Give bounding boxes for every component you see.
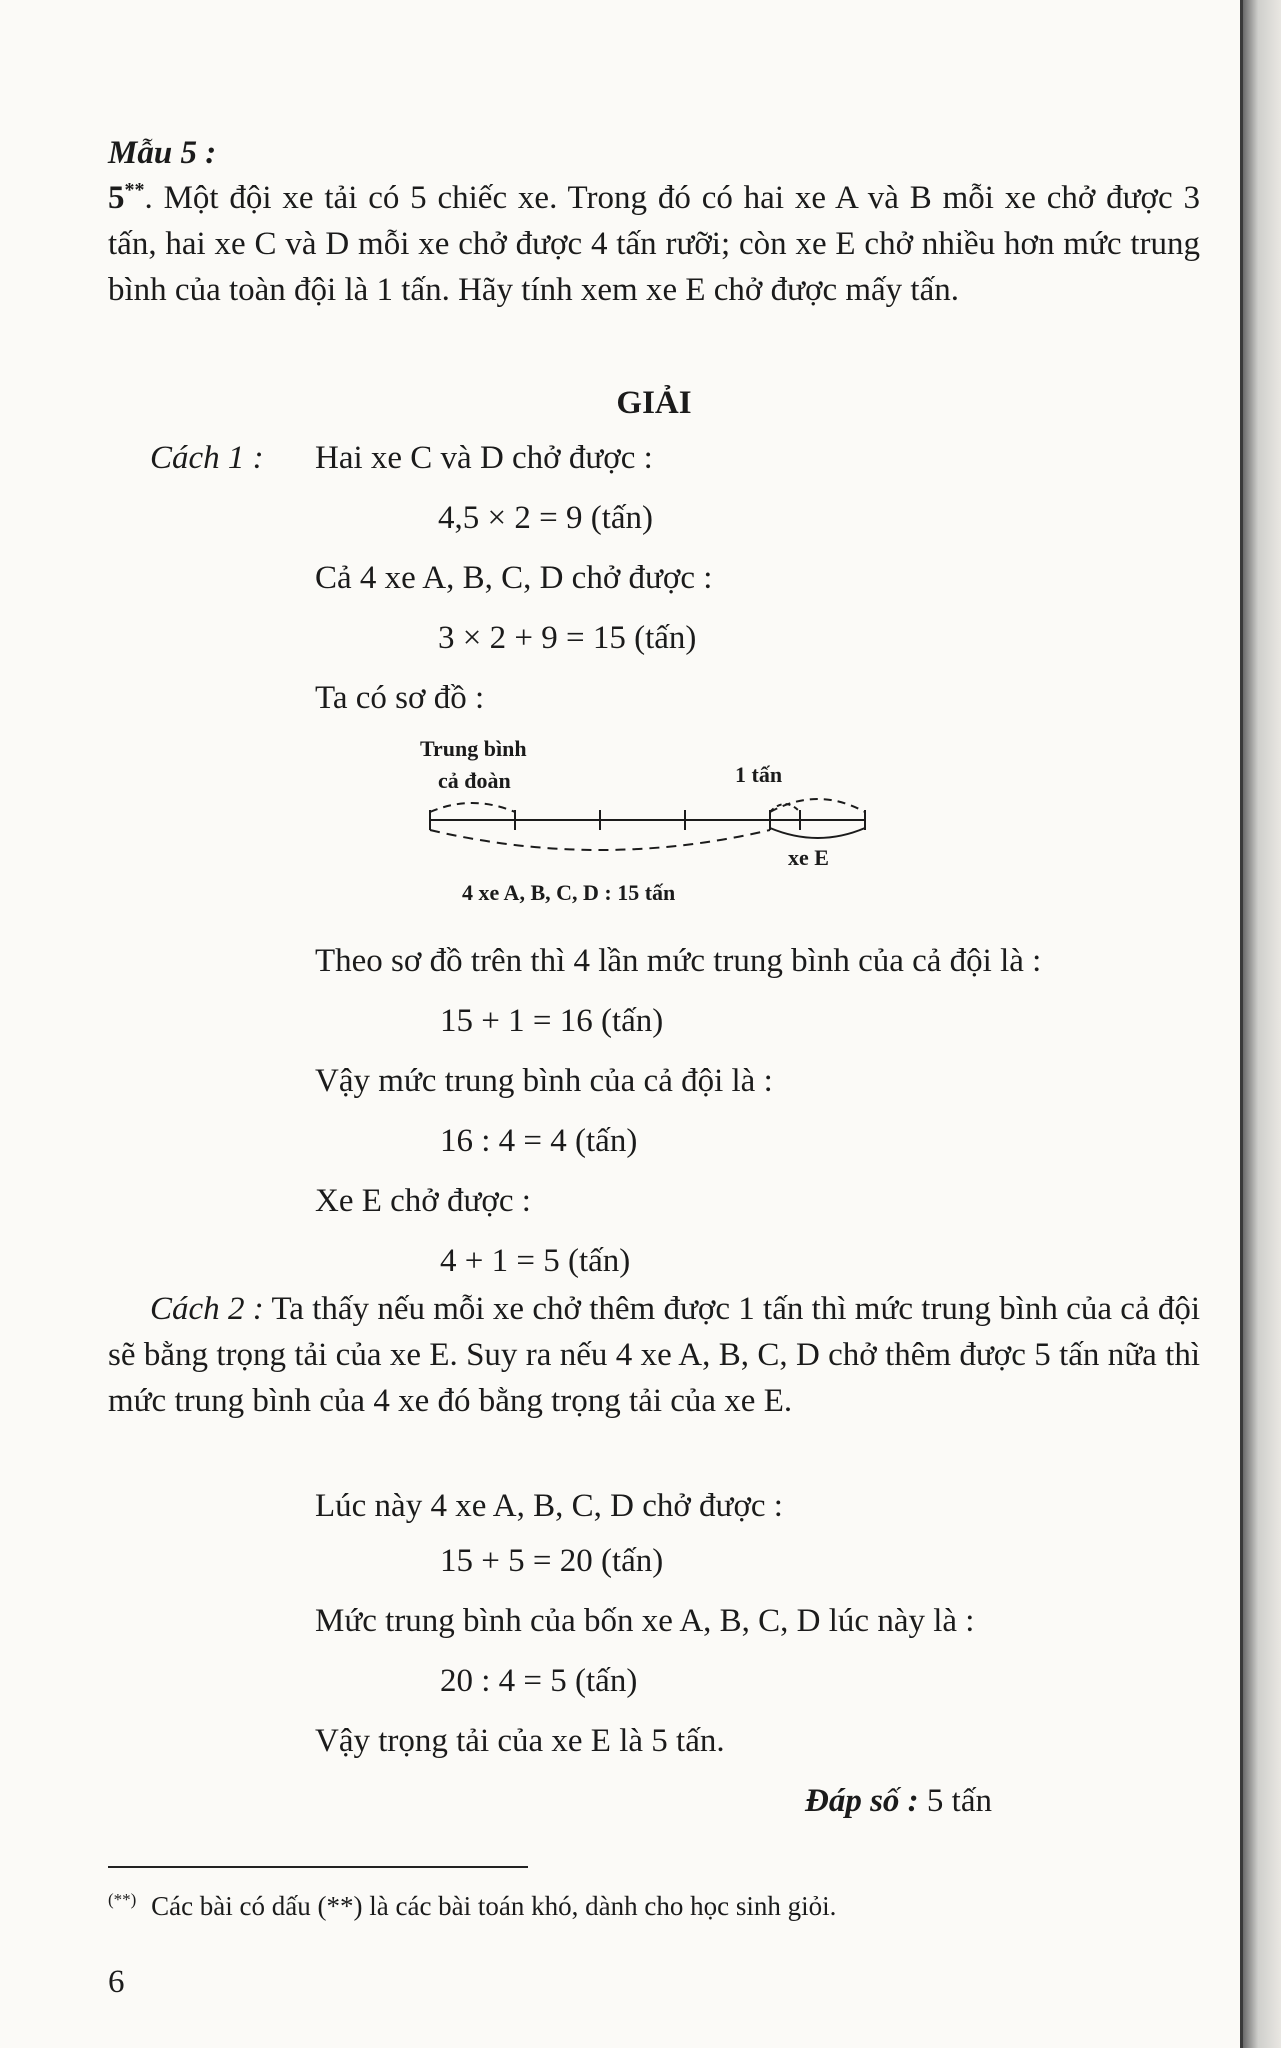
method1-line1: Hai xe C và D chở được : — [315, 440, 653, 476]
solution-heading: GIẢI — [616, 385, 692, 421]
segment-diagram — [400, 730, 880, 910]
diagram-avg-label-1: Trung bình — [420, 736, 527, 761]
method2-eq1: 15 + 5 = 20 (tấn) — [440, 1543, 664, 1579]
diagram-four-cars-brace — [430, 830, 770, 850]
method2-line2: Mức trung bình của bốn xe A, B, C, D lúc này là : — [315, 1603, 975, 1639]
diagram-one-ton: 1 tấn — [735, 762, 783, 787]
diagram-xe-e: xe E — [788, 845, 829, 870]
footnote-mark: (**) — [108, 1890, 137, 1909]
footnote-text: Các bài có dấu (**) là các bài toán khó, dành cho học sinh giỏi. — [151, 1891, 837, 1921]
diagram-e-top-brace — [770, 799, 865, 812]
method1-line2: Cả 4 xe A, B, C, D chở được : — [315, 560, 713, 596]
answer-label: Đáp số : — [805, 1783, 919, 1819]
diagram-avg-brace — [430, 803, 515, 812]
answer-value: 5 tấn — [926, 1783, 992, 1819]
method2-label: Cách 2 : — [150, 1291, 264, 1327]
footnote-rule — [108, 1866, 528, 1868]
method2-eq2: 20 : 4 = 5 (tấn) — [440, 1663, 638, 1699]
method1-eq5: 16 : 4 = 4 (tấn) — [440, 1123, 638, 1159]
method1-label: Cách 1 : — [150, 440, 264, 476]
diagram-avg-label-2: cả đoàn — [438, 768, 511, 793]
sample-label: Mẫu 5 : — [108, 135, 217, 171]
method1-eq2: 3 × 2 + 9 = 15 (tấn) — [438, 620, 697, 656]
page-number: 6 — [108, 1964, 125, 2000]
problem-number: 5 — [108, 180, 125, 216]
method2-line3: Vậy trọng tải của xe E là 5 tấn. — [315, 1723, 725, 1759]
method1-line6: Xe E chở được : — [315, 1183, 531, 1219]
method1-eq1: 4,5 × 2 = 9 (tấn) — [438, 500, 654, 536]
method2-paragraph — [108, 1286, 1200, 1424]
problem-text: . Một đội xe tải có 5 chiếc xe. Trong đó có hai xe A và B mỗi xe chở được 3 tấn, hai xe C và D mỗi xe chở được 4 tấn rưỡi; còn xe E chở nhiều hơn mức trung bình của toàn đội là 1 tấn. Hãy tính xem xe E chở được mấy tấn. — [108, 180, 1200, 308]
method1-line5: Vậy mức trung bình của cả đội là : — [315, 1063, 773, 1099]
answer — [805, 1778, 992, 1824]
method1-eq6: 4 + 1 = 5 (tấn) — [440, 1243, 631, 1279]
method2-text: Ta thấy nếu mỗi xe chở thêm được 1 tấn thì mức trung bình của cả đội sẽ bằng trọng tải của xe E. Suy ra nếu 4 xe A, B, C, D chở thêm được 5 tấn nữa thì mức trung bình của 4 xe đó bằng trọng tải của xe E. — [108, 1291, 1201, 1419]
method1-line4: Theo sơ đồ trên thì 4 lần mức trung bình của cả đội là : — [315, 943, 1042, 979]
diagram-bottom-label: 4 xe A, B, C, D : 15 tấn — [462, 880, 676, 905]
problem-statement — [108, 175, 1200, 313]
diagram-e-bottom-brace — [770, 828, 865, 838]
page-edge-shadow — [1243, 0, 1281, 2048]
method2-line1: Lúc này 4 xe A, B, C, D chở được : — [315, 1488, 783, 1524]
method1-line3: Ta có sơ đồ : — [315, 680, 485, 716]
method1-eq4: 15 + 1 = 16 (tấn) — [440, 1003, 664, 1039]
problem-stars: ** — [124, 179, 145, 201]
footnote — [108, 1888, 836, 1924]
